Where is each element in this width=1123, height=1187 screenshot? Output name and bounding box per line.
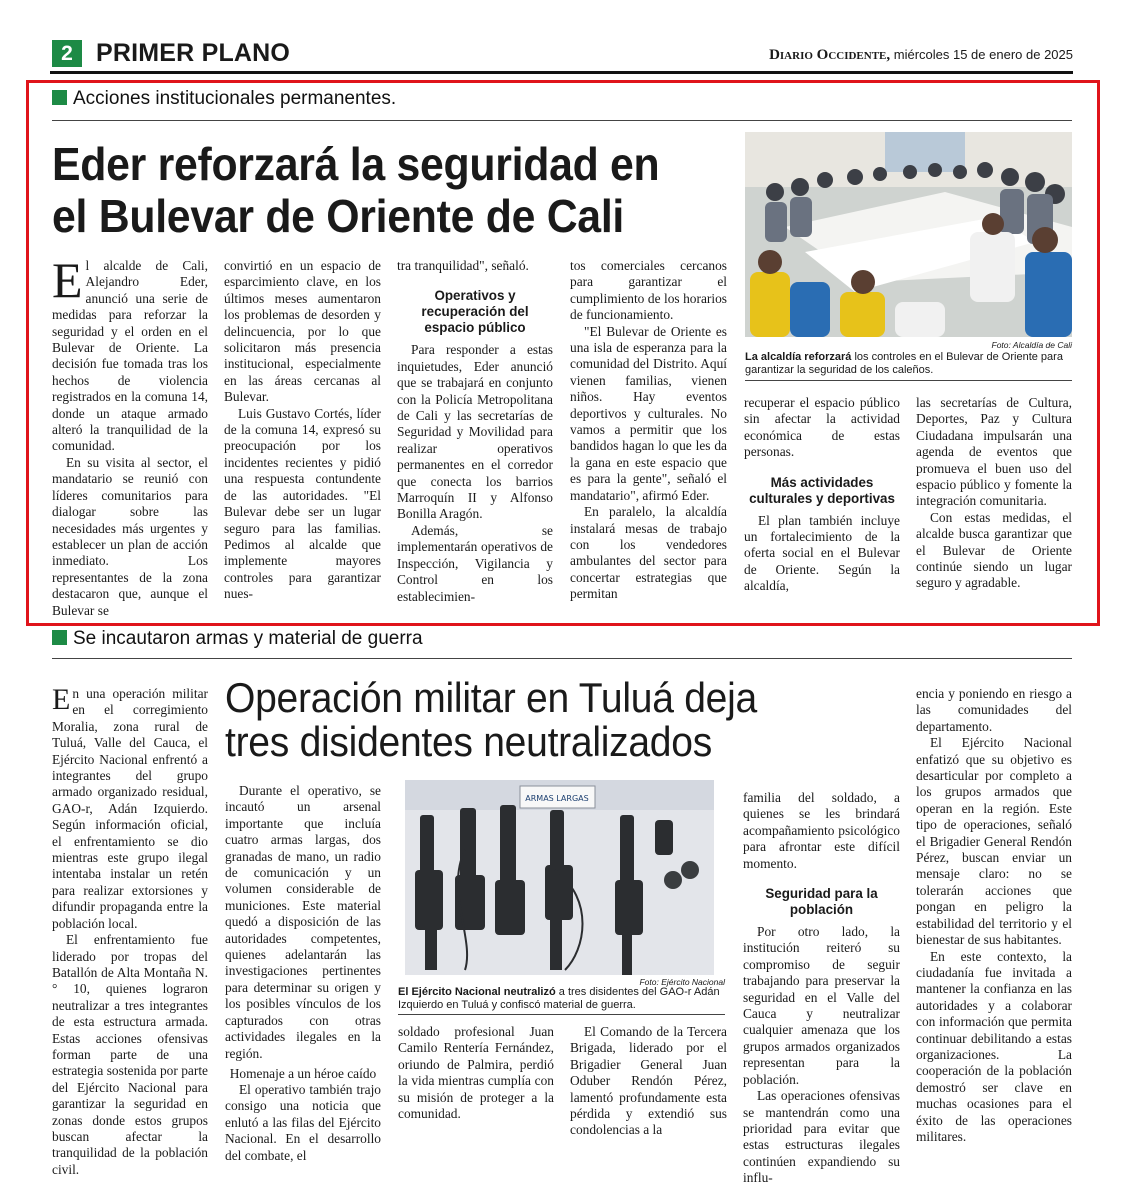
page-number: 2 [52,40,82,67]
paragraph: En paralelo, la alcaldía instalará mesas de trabajo con los vendedores ambulantes del sector para concertar estrategias que permitan [570,504,727,602]
article1-column-4 [570,258,727,603]
paragraph: Luis Gustavo Cortés, líder de la comuna 14, expresó su preocupación por los incidentes recientes y pidió una respuesta contundente de las autoridades. "El Bulevar debe ser un lugar seguro para las familias. Pedimos al alcalde que implemente mayores controles para garantizar nues- [224,405,381,602]
paragraph: encia y poniendo en riesgo a las comunidades del departamento. [916,686,1072,734]
kicker-divider [52,658,1072,659]
article1-column-6 [916,395,1072,592]
paragraph: El operativo también trajo consigo una noticia que enlutó a las filas del Ejército Nacional. En el desarrollo del combate, el [225,1081,381,1163]
article2-column-4 [570,1024,727,1139]
paragraph: El plan también incluye un fortalecimiento de la oferta social en el Bulevar de Oriente. Según la alcaldía, [744,512,900,594]
paragraph: familia del soldado, a quienes se les brindará acompañamiento psicológico para afrontar este difícil momento. [743,790,900,871]
paragraph: Por otro lado, la institución reiteró su compromiso de seguir trabajando para preservar la seguridad en el Valle del Cauca y neutralizar cualquier amenaza que los grupos armados organizados representan para la población. [743,924,900,1087]
paragraph: tos comerciales cercanos para garantizar el cumplimiento de los horarios de funcionamiento. [570,258,727,323]
article2-column-3 [398,1024,554,1122]
article1-caption-bold: La alcaldía reforzará [745,351,852,363]
paragraph: "El Bulevar de Oriente es una isla de esperanza para la comunidad del Distrito. Aquí vienen familias, vienen niños. Hay eventos deportivos y culturales. No vamos a permitir que los bandidos hagan lo que les da la gana en este espacio que es para la gente", señaló el mandatario", afirmó Eder. [570,323,727,503]
article1-column-5 [744,395,900,595]
article1-column-2 [224,258,381,603]
paragraph: las secretarías de Cultura, Deportes, Paz y Cultura Ciudadana impulsarán una agenda de eventos que promueva el buen uso del espacio público y fomente la integración comunitaria. [916,395,1072,509]
article2-caption-rest: a tres disidentes del GAO-r Adán Izquierdo en Tuluá y confiscó material de guerra. [398,986,720,1011]
article2-kicker [52,628,423,650]
article2-caption-bold: El Ejército Nacional neutralizó [398,986,556,998]
article1-headline [52,138,752,242]
subhead: Operativos y recuperación del espacio público [421,288,529,336]
paragraph: Con estas medidas, el alcalde busca garantizar que el Bulevar de Oriente continúe siendo un lugar seguro y agradable. [916,509,1072,591]
paragraph: convirtió en un espacio de esparcimiento clave, en los últimos meses aumentaron los problemas de desorden y delincuencia, por lo que solicitaron más presencia institucional, especialmente en las áreas cercanas al Bulevar. [224,258,381,405]
article1-title-line1: Eder reforzará la seguridad en [52,138,660,190]
drop-cap: E [52,252,83,308]
weapons-photo-image [405,780,714,975]
subhead: Más actividades culturales y deportivas [749,474,895,506]
article2-title-line1: Operación militar en Tuluá deja [225,674,757,721]
paragraph: El enfrentamiento fue liderado por tropas del Batallón de Alta Montaña N.° 10, quienes lograron neutralizar a tres integrantes de esta estructura armada. Estas acciones ofensivas forman parte de una estrategia sostenida por parte del Ejército Nacional para garantizar la seguridad en zonas donde estos grupos buscan afectar la tranquilidad de la población civil. [52,932,208,1177]
paragraph-text: l alcalde de Cali, Alejandro Eder, anunció una serie de medidas para reforzar la seguridad y el orden en el Bulevar de Oriente. La decisión fue tomada tras los hechos de violencia registrados en la comuna 14, donde un ataque armado alteró la tranquilidad de la comunidad. [52,258,208,454]
subhead: Seguridad para la población [765,886,878,918]
article2-column-1 [52,683,208,1178]
caption-divider [398,1014,725,1015]
meeting-photo-image [745,132,1072,337]
subhead: Homenaje a un héroe caído [229,1065,377,1081]
paragraph: El Comando de la Tercera Brigada, liderado por el Brigadier General Juan Oduber Rendón Pérez, lamentó profundamente esta pérdida y extendió sus condolencias a la [570,1024,727,1138]
article1-column-3 [397,258,553,605]
armas-largas-sign: ARMAS LARGAS [525,794,589,803]
article2-headline [225,676,915,764]
caption-divider [745,380,1072,381]
paragraph: El Ejército Nacional enfatizó que su objetivo es desarticular por completo a los grupos armados que operan en la región. Este tipo de operaciones, señaló el Brigadier General Rendón Pérez, buscan enviar un mensaje claro: no se tolerarán acciones que pongan en peligro la estabilidad del territorio y el bienestar de sus habitantes. [916,735,1072,948]
article2-photo-credit: Foto: Ejército Nacional [639,977,725,987]
article2-column-6 [916,686,1072,1145]
article2-title-line2: tres disidentes neutralizados [225,718,712,765]
paragraph: Además, se implementarán operativos de Inspección, Vigilancia y Control en los establecimien- [397,522,553,604]
article2-column-2 [225,783,381,1164]
masthead [769,47,1073,64]
paragraph [52,683,208,932]
header-rule [50,71,1073,74]
kicker-divider [52,120,1072,121]
brand-name: Diario Occidente, [769,47,891,63]
article1-kicker [52,88,396,110]
paragraph: En este contexto, la ciudadanía fue invitada a mantener la confianza en las autoridades y a colaborar con información que permita continuar debilitando a estas organizaciones. La cooperación de la población demostró ser clave en muchas ocasiones para el éxito de las operaciones militares. [916,948,1072,1144]
article1-caption-rest: los controles en el Bulevar de Oriente para garantizar la seguridad de los caleños. [745,351,1063,376]
paragraph: Para responder a estas inquietudes, Eder anunció que se trabajará en conjunto con la Policía Metropolitana de Cali y las secretarías de Seguridad y Movilidad para realizar operativos permanentes en el corredor que conecta los barrios Marroquín II y Alfonso Bonilla Aragón. [397,342,553,522]
paragraph: recuperar el espacio público sin afectar la actividad económica de estas personas. [744,395,900,460]
paragraph [52,252,208,455]
paragraph: Las operaciones ofensivas se mantendrán como una prioridad para evitar que estas estructuras ilegales continúen expandiendo su influ- [743,1088,900,1186]
article2-caption [398,986,728,1012]
issue-date: miércoles 15 de enero de 2025 [890,47,1073,62]
paragraph: Durante el operativo, se incautó un arsenal importante que incluía cuatro armas largas, dos granadas de mano, un radio de comunicación y un volumen considerable de municiones. Este material quedó a disposición de las autoridades competentes, quienes adelantarán las investigaciones pertinentes para determinar su origen y los posibles vínculos de los capturados con otras actividades ilegales en la región. [225,783,381,1061]
article1-caption [745,351,1075,377]
article2-column-5 [743,790,900,1187]
paragraph-text: n una operación militar en el corregimiento Moralia, zona rural de Tuluá, Valle del Cauca, el Ejército Nacional enfrentó a integrantes del grupo armado organizado residual, GAO-r, Adán Izquierdo. Según información oficial, el enfrentamiento se dio mientras este grupo ilegal intentaba instalar un retén para realizar extorsiones y difundir propaganda entre la población local. [52,686,208,931]
paragraph: En su visita al sector, el mandatario se reunió con líderes comunitarios para dialogar sobre las necesidades más urgentes y establecer un plan de acción inmediato. Los representantes de la zona destacaron que, aunque el Bulevar se [52,454,208,618]
green-square-icon [52,90,67,105]
article1-title-line2: el Bulevar de Oriente de Cali [52,190,625,242]
paragraph: tra tranquilidad", señaló. [397,258,529,273]
article1-photo-credit: Foto: Alcaldía de Cali [991,340,1072,350]
article2-kicker-text: Se incautaron armas y material de guerra [73,628,423,649]
drop-cap: E [52,683,71,716]
section-title: PRIMER PLANO [96,39,291,67]
weapons-photo [405,780,714,975]
meeting-photo [745,132,1072,337]
green-square-icon [52,630,67,645]
paragraph: soldado profesional Juan Camilo Rentería Fernández, oriundo de Palmira, perdió la vida mientras cumplía con su misión de proteger a la comunidad. [398,1024,554,1122]
article1-kicker-text: Acciones institucionales permanentes. [73,88,397,109]
article1-column-1 [52,252,208,619]
